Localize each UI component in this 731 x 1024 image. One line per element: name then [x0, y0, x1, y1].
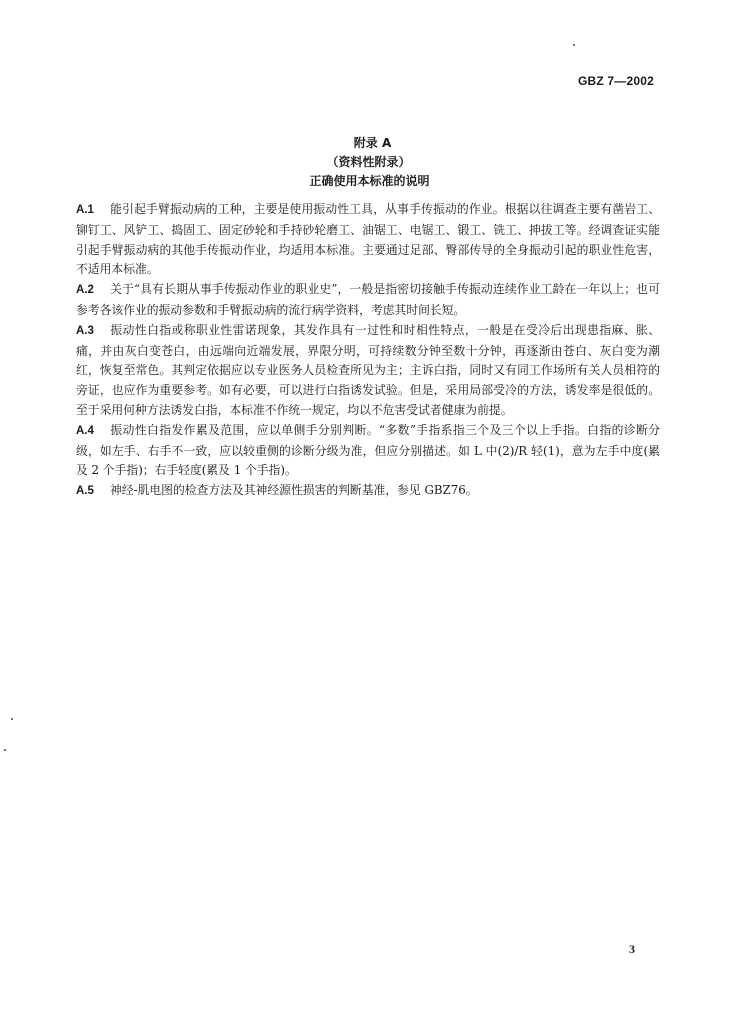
- page-number: 3: [629, 942, 635, 956]
- appendix-heading: [0, 134, 731, 191]
- clause-text: 关于“具有长期从事手传振动作业的职业史”，一般是指密切接触手传振动连续作业工龄在一年以上；也可参考各该作业的振动参数和手臂振动病的流行病学资料，考虑其时间长短。: [76, 282, 660, 317]
- clause-number: A.2: [76, 284, 94, 297]
- appendix-label: 附录 A: [353, 136, 392, 150]
- scan-speck: [11, 718, 13, 720]
- appendix-title: 正确使用本标准的说明: [309, 174, 430, 188]
- clause-number: A.1: [76, 204, 94, 216]
- clause-a1: [76, 200, 660, 280]
- clause-a3: [76, 321, 660, 421]
- clause-text: 振动性白指或称职业性雷诺现象，其发作具有一过性和时相性特点，一般是在受冷后出现患指麻、胀、痛，并由灰白变苍白，由远端向近端发展，界限分明，可持续数分钟至数十分钟，再逐渐由苍白、灰白变为潮红，恢复至常色。其判定依据应以专业医务人员检查所见为主；主诉白指，同时又有同工作场所有关人员相符的旁证，也应作为重要参考。如有必要，可以进行白指诱发试验。但是，采用局部受冷的方法，诱发率是很低的。至于采用何种方法诱发白指，本标准不作统一规定，均以不危害受试者健康为前提。: [76, 322, 660, 417]
- clause-a2: [76, 280, 660, 321]
- scan-speck: [573, 44, 575, 46]
- clause-a5: [76, 481, 660, 502]
- scan-speck: [4, 749, 6, 751]
- appendix-type: （资料性附录）: [326, 155, 411, 169]
- clause-number: A.5: [76, 485, 94, 498]
- clause-number: A.3: [76, 324, 94, 337]
- appendix-body: [76, 200, 660, 502]
- standard-code: GBZ 7—2002: [577, 74, 654, 88]
- clause-text: 振动性白指发作累及范围，应以单侧手分别判断。“多数”手指系指三个及三个以上手指。白指的诊断分级，如左手、右手不一致，应以较重侧的诊断分级为准，但应分别描述。如 L 中(2)/R 轻(1)，意为左手中度(累及 2 个手指)；右手轻度(累及 1 个手指)。: [76, 422, 660, 478]
- clause-a4: [76, 421, 660, 481]
- clause-text: 神经-肌电图的检查方法及其神经源性损害的判断基准，参见 GBZ76。: [110, 483, 478, 498]
- clause-text: 能引起手臂振动病的工种，主要是使用振动性工具，从事手传振动的作业。根据以往调查主要有凿岩工、铆钉工、风铲工、捣固工、固定砂轮和手持砂轮磨工、油锯工、电锯工、锻工、铣工、抻拔工等。经调查证实能引起手臂振动病的其他手传振动作业，均适用本标准。主要通过足部、臀部传导的全身振动引起的职业性危害，不适用本标准。: [76, 202, 660, 277]
- clause-number: A.4: [76, 424, 94, 437]
